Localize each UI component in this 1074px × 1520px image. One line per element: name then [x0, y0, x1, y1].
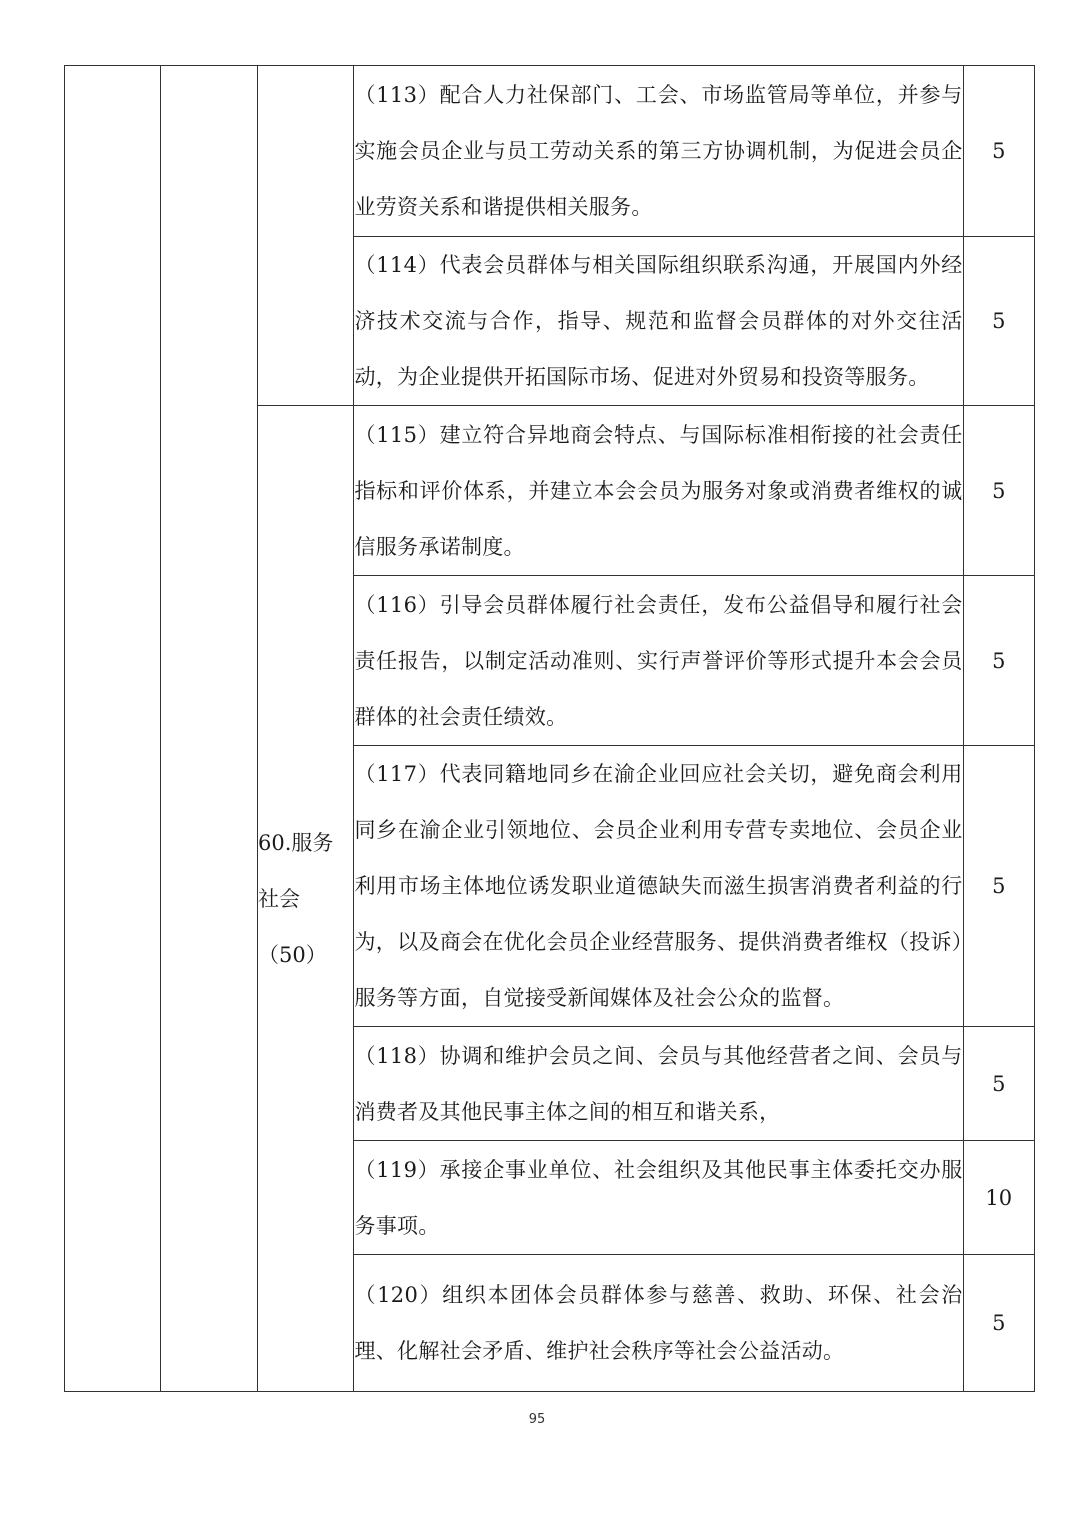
category-line-3: （50）: [257, 942, 327, 967]
item-text-119: （119）承接企事业单位、社会组织及其他民事主体委托交办服务事项。: [354, 1141, 963, 1255]
evaluation-table: [64, 65, 1035, 1392]
item-score-115: 5: [963, 406, 1034, 576]
item-score-117: 5: [963, 746, 1034, 1027]
item-text-117: （117）代表同籍地同乡在渝企业回应社会关切，避免商会利用同乡在渝企业引领地位、会员企业利用专营专卖地位、会员企业利用市场主体地位诱发职业道德缺失而滋生损害消费者利益的行为，以及商会在优化会员企业经营服务、提供消费者维权（投诉）服务等方面，自觉接受新闻媒体及社会公众的监督。: [354, 746, 963, 1027]
category-serve-society: [257, 406, 353, 1392]
item-text-115: （115）建立符合异地商会特点、与国际标准相衔接的社会责任指标和评价体系，并建立本会会员为服务对象或消费者维权的诚信服务承诺制度。: [354, 406, 963, 576]
item-text-120: （120）组织本团体会员群体参与慈善、救助、环保、社会治理、化解社会矛盾、维护社会秩序等社会公益活动。: [354, 1255, 963, 1392]
category-line-2: 社会: [257, 886, 300, 911]
blank-category-cell: [257, 66, 353, 406]
blank-column-1: [65, 66, 161, 1392]
page-number: 95: [528, 1412, 546, 1427]
item-text-116: （116）引导会员群体履行社会责任，发布公益倡导和履行社会责任报告，以制定活动准则、实行声誉评价等形式提升本会会员群体的社会责任绩效。: [354, 576, 963, 746]
item-score-118: 5: [963, 1027, 1034, 1141]
blank-column-2: [161, 66, 257, 1392]
item-text-113: （113）配合人力社保部门、工会、市场监管局等单位，并参与实施会员企业与员工劳动关系的第三方协调机制，为促进会员企业劳资关系和谐提供相关服务。: [354, 66, 963, 237]
category-line-1: 60.服务: [257, 830, 334, 855]
item-score-116: 5: [963, 576, 1034, 746]
item-score-113: 5: [963, 66, 1034, 237]
item-score-114: 5: [963, 237, 1034, 406]
item-text-118: （118）协调和维护会员之间、会员与其他经营者之间、会员与消费者及其他民事主体之间的相互和谐关系，: [354, 1027, 963, 1141]
item-text-114: （114）代表会员群体与相关国际组织联系沟通，开展国内外经济技术交流与合作，指导、规范和监督会员群体的对外交往活动，为企业提供开拓国际市场、促进对外贸易和投资等服务。: [354, 237, 963, 406]
item-score-119: 10: [963, 1141, 1034, 1255]
item-score-120: 5: [963, 1255, 1034, 1392]
table-row: [65, 66, 1035, 237]
